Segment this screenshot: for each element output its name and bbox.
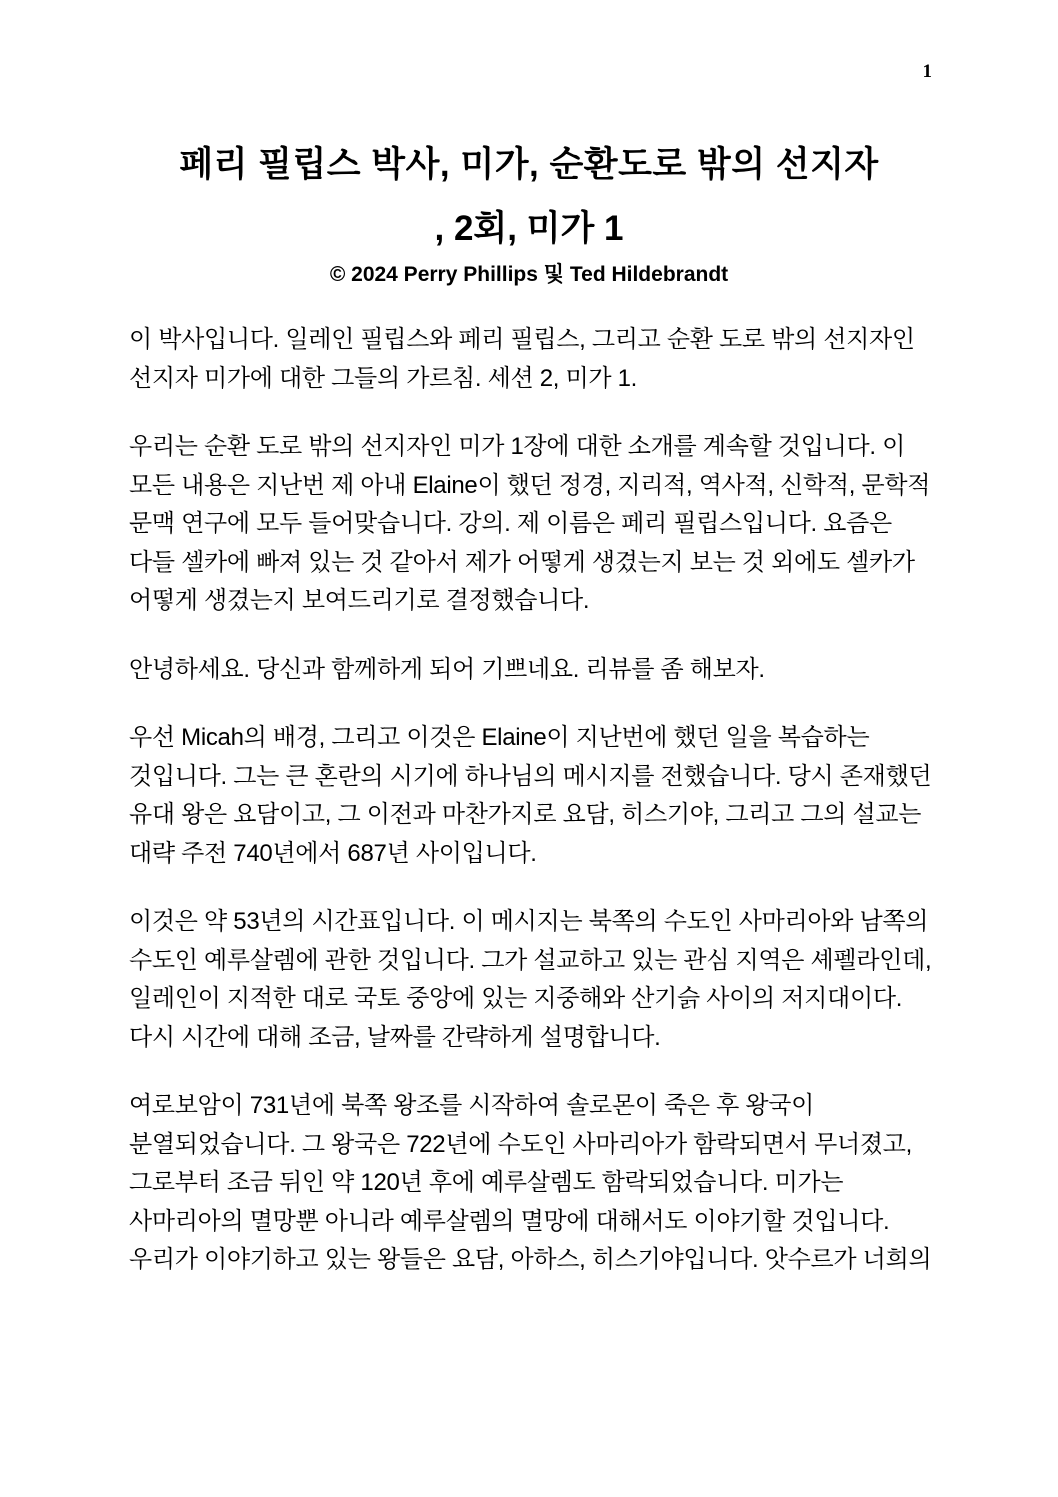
paragraph-line: 여로보암이 731년에 북쪽 왕조를 시작하여 솔로몬이 죽은 후 왕국이 [129, 1092, 815, 1119]
paragraph-line: 사마리아의 멸망뿐 아니라 예루살렘의 멸망에 대해서도 이야기할 것입니다. [129, 1207, 890, 1235]
paragraph-line: 다들 셀카에 빠져 있는 것 같아서 제가 어떻게 생겼는지 보는 것 외에도 셀카가 [129, 548, 915, 576]
page-number: 1 [922, 61, 932, 82]
paragraph-line: 대략 주전 740년에서 687년 사이입니다. [129, 839, 537, 867]
paragraph-line: 분열되었습니다. 그 왕국은 722년에 수도인 사마리아가 함락되면서 무너졌고, [129, 1130, 912, 1158]
paragraph-line: 안녕하세요. 당신과 함께하게 되어 기쁘네요. 리뷰를 좀 해보자. [129, 655, 765, 683]
paragraph-line: 우리가 이야기하고 있는 왕들은 요담, 아하스, 히스기야입니다. 앗수르가 너희의 [129, 1246, 932, 1273]
document-body [129, 321, 939, 1310]
paragraph-line: 그로부터 조금 뒤인 약 120년 후에 예루살렘도 함락되었습니다. 미가는 [129, 1169, 844, 1196]
paragraph-line: 일레인이 지적한 대로 국토 중앙에 있는 지중해와 산기슭 사이의 저지대이다. [129, 985, 903, 1012]
paragraph-line: 선지자 미가에 대한 그들의 가르침. 세션 2, 미가 1. [129, 364, 638, 392]
paragraph [129, 651, 939, 690]
document-title-line-1: 페리 필립스 박사, 미가, 순환도로 밖의 선지자 [179, 145, 879, 184]
paragraph-line: 수도인 예루살렘에 관한 것입니다. 그가 설교하고 있는 관심 지역은 셰펠라인데, [129, 946, 932, 974]
paragraph-line: 문맥 연구에 모두 들어맞습니다. 강의. 제 이름은 페리 필립스입니다. 요즘은 [129, 510, 892, 537]
paragraph-line: 유대 왕은 요담이고, 그 이전과 마찬가지로 요담, 히스기야, 그리고 그의 설교는 [129, 801, 922, 828]
paragraph-line: 우리는 순환 도로 밖의 선지자인 미가 1장에 대한 소개를 계속할 것입니다. 이 [129, 433, 905, 460]
paragraph [129, 321, 939, 398]
paragraph [129, 1087, 939, 1280]
paragraph-line: 이 박사입니다. 일레인 필립스와 페리 필립스, 그리고 순환 도로 밖의 선지자인 [129, 326, 915, 353]
paragraph-line: 어떻게 생겼는지 보여드리기로 결정했습니다. [129, 587, 590, 614]
paragraph [129, 903, 939, 1057]
paragraph [129, 428, 939, 621]
document-title-line-2: , 2회, 미가 1 [434, 209, 624, 248]
paragraph-line: 다시 시간에 대해 조금, 날짜를 간략하게 설명합니다. [129, 1023, 661, 1051]
copyright-line: © 2024 Perry Phillips 및 Ted Hildebrandt [329, 263, 729, 286]
paragraph-line: 모든 내용은 지난번 제 아내 Elaine이 했던 정경, 지리적, 역사적, 신학적, 문학적 [129, 471, 931, 499]
paragraph-line: 이것은 약 53년의 시간표입니다. 이 메시지는 북쪽의 수도인 사마리아와 남쪽의 [129, 908, 929, 935]
paragraph-line: 것입니다. 그는 큰 혼란의 시기에 하나님의 메시지를 전했습니다. 당시 존재했던 [129, 762, 932, 790]
paragraph [129, 719, 939, 873]
paragraph-line: 우선 Micah의 배경, 그리고 이것은 Elaine이 지난번에 했던 일을 복습하는 [129, 724, 870, 751]
